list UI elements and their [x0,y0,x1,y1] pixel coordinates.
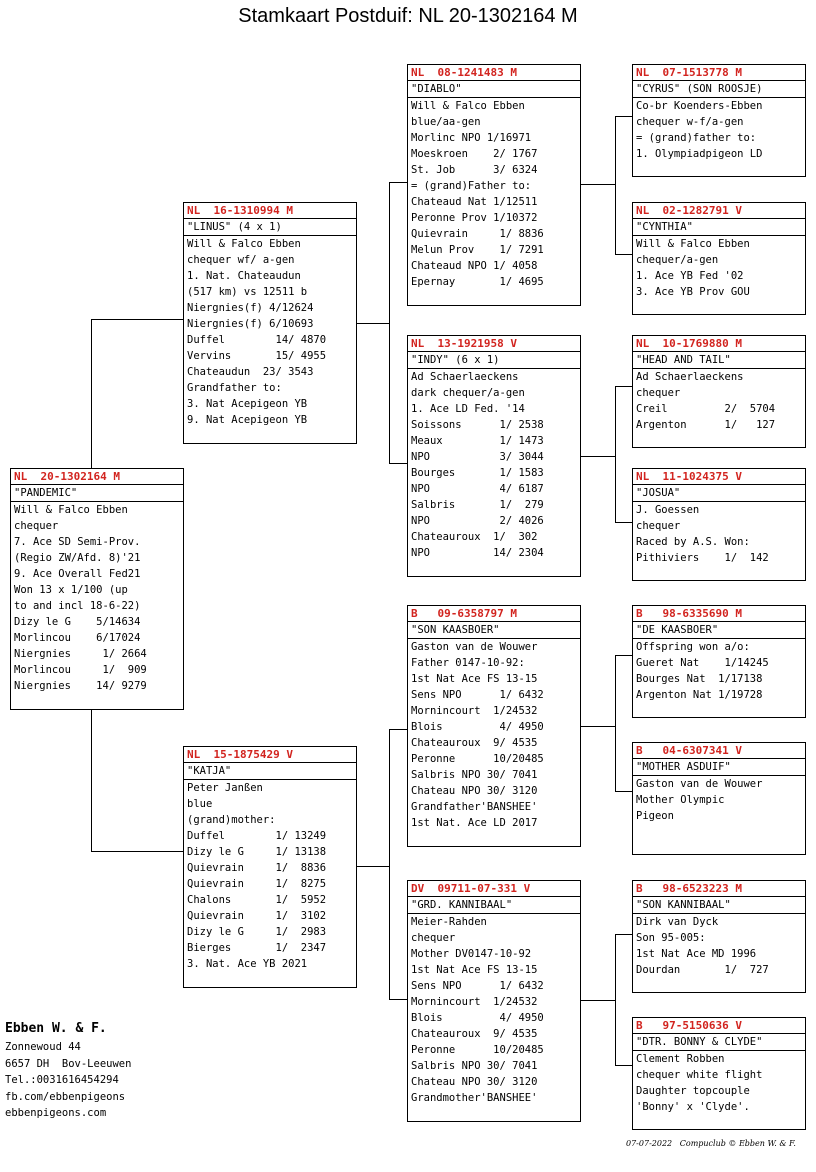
page-title: Stamkaart Postduif: NL 20-1302164 M [238,5,578,27]
pedigree-line: Niergnies(f) 4/12624 [187,302,314,314]
pedigree-line: Won 13 x 1/100 (up [14,584,128,596]
pedigree-line: Chateauroux 9/ 4535 [411,737,538,749]
pedigree-line: Peronne Prov 1/10372 [411,212,538,224]
connector-line [615,655,632,656]
pedigree-line: Morlinc NPO 1/16971 [411,132,532,144]
pedigree-line: chequer [636,520,681,532]
pedigree-line: Bierges 1/ 2347 [187,942,327,954]
pedigree-line: Raced by A.S. Won: [636,536,750,548]
ring-number: NL 15-1875429 V [184,747,356,763]
pedigree-line: Daughter topcouple [636,1085,750,1097]
pedigree-line: blue [187,798,213,810]
pedigree-line: Mother DV0147-10-92 [411,948,532,960]
pedigree-line: 3. Nat Acepigeon YB [187,398,308,410]
pedigree-line: NPO 4/ 6187 [411,483,544,495]
connector-line [615,116,616,255]
pedigree-line: Quievrain 1/ 8836 [411,228,544,240]
pedigree-line: NPO 2/ 4026 [411,515,544,527]
pedigree-line: Niergnies 14/ 9279 [14,680,147,692]
pigeon-name: "CYNTHIA" [633,219,805,236]
pedigree-line: = (grand)Father to: [411,180,532,192]
pedigree-line: Gaston van de Wouwer [411,641,538,653]
pedigree-line: Ad Schaerlaeckens [636,371,744,383]
pedigree-line: Argenton Nat 1/19728 [636,689,763,701]
connector-line [580,726,616,727]
pigeon-card-mff[interactable] [632,605,806,718]
pedigree-line: Chateauroux 1/ 302 [411,531,538,543]
pedigree-line: Ad Schaerlaeckens [411,371,519,383]
connector-line [389,999,407,1000]
owner-address-line: 6657 DH Bov-Leeuwen [5,1057,132,1070]
pigeon-name: "SON KANNIBAAL" [633,897,805,914]
connector-line [389,182,390,464]
pedigree-line: Blois 4/ 4950 [411,1012,544,1024]
pigeon-name: "INDY" (6 x 1) [408,352,580,369]
connector-line [615,522,632,523]
pedigree-line: Quievrain 1/ 8836 [187,862,327,874]
pedigree-line: St. Job 3/ 6324 [411,164,538,176]
pedigree-line: (517 km) vs 12511 b [187,286,308,298]
pigeon-card-mmm[interactable] [632,1017,806,1130]
ring-number: NL 08-1241483 M [408,65,580,81]
pedigree-line: Co-br Koenders-Ebben [636,100,763,112]
ring-number: NL 20-1302164 M [11,469,183,485]
pedigree-line: Father 0147-10-92: [411,657,525,669]
connector-line [91,319,92,469]
ring-number: NL 02-1282791 V [633,203,805,219]
pedigree-line: Bourges Nat 1/17138 [636,673,763,685]
pigeon-name: "CYRUS" (SON ROOSJE) [633,81,805,98]
pedigree-line: 1st Nat Ace MD 1996 [636,948,757,960]
pedigree-line: Salbris 1/ 279 [411,499,544,511]
ring-number: NL 13-1921958 V [408,336,580,352]
pigeon-name: "PANDEMIC" [11,485,183,502]
pedigree-line: Chateau NPO 30/ 3120 [411,1076,538,1088]
connector-line [615,254,632,255]
pedigree-line: Gueret Nat 1/14245 [636,657,769,669]
pigeon-name: "HEAD AND TAIL" [633,352,805,369]
connector-line [389,463,407,464]
pedigree-line: Grandfather to: [187,382,282,394]
pedigree-line: Clement Robben [636,1053,725,1065]
connector-line [615,791,632,792]
pedigree-line: 1st Nat Ace FS 13-15 [411,964,538,976]
pedigree-line: Dourdan 1/ 727 [636,964,769,976]
connector-line [91,319,183,320]
connector-line [357,866,389,867]
pedigree-line: Peronne 10/20485 [411,753,544,765]
pigeon-name: "LINUS" (4 x 1) [184,219,356,236]
pedigree-line: Moeskroen 2/ 1767 [411,148,538,160]
connector-line [615,386,616,523]
pedigree-line: Will & Falco Ebben [14,504,128,516]
connector-line [91,710,92,851]
connector-line [580,456,616,457]
pedigree-line: 1st Nat. Ace LD 2017 [411,817,538,829]
ring-number: DV 09711-07-331 V [408,881,580,897]
pedigree-line: Dizy le G 1/ 2983 [187,926,327,938]
pedigree-line: 9. Ace Overall Fed21 [14,568,141,580]
pedigree-line: Morlincou 6/17024 [14,632,141,644]
pedigree-line: 1. Olympiadpigeon LD [636,148,763,160]
pigeon-card-fmm[interactable] [632,468,806,581]
pigeon-card-mother-father[interactable] [407,605,581,847]
pedigree-line: (grand)mother: [187,814,276,826]
pedigree-line: Pithiviers 1/ 142 [636,552,769,564]
pedigree-line: Chateaud NPO 1/ 4058 [411,260,538,272]
pedigree-line: chequer [411,932,456,944]
pedigree-line: Chateau NPO 30/ 3120 [411,785,538,797]
pedigree-line: Offspring won a/o: [636,641,750,653]
pedigree-line: (Regio ZW/Afd. 8)'21 [14,552,141,564]
ring-number: B 98-6335690 M [633,606,805,622]
pedigree-line: dark chequer/a-gen [411,387,525,399]
pedigree-line: Meier-Rahden [411,916,487,928]
connector-line [615,655,616,792]
ring-number: NL 07-1513778 M [633,65,805,81]
pigeon-name: "SON KAASBOER" [408,622,580,639]
connector-line [580,1000,616,1001]
owner-website-link[interactable]: ebbenpigeons.com [5,1107,107,1119]
pedigree-line: chequer [14,520,59,532]
connector-line [615,386,632,387]
pedigree-line: Quievrain 1/ 3102 [187,910,327,922]
owner-phone: Tel.:0031616454294 [5,1074,119,1086]
connector-line [615,1065,632,1066]
pedigree-line: = (grand)father to: [636,132,757,144]
connector-line [615,116,632,117]
footer-credit: 07-07-2022 Compuclub © Ebben W. & F. [626,1139,796,1148]
pedigree-line: chequer white flight [636,1069,763,1081]
pedigree-line: Duffel 1/ 13249 [187,830,327,842]
pigeon-card-mmf[interactable] [632,880,806,993]
ring-number: NL 10-1769880 M [633,336,805,352]
pedigree-line: Grandfather'BANSHEE' [411,801,538,813]
pedigree-line: J. Goessen [636,504,700,516]
pedigree-line: Chateaud Nat 1/12511 [411,196,538,208]
pedigree-line: Niergnies 1/ 2664 [14,648,147,660]
owner-address-line: Zonnewoud 44 [5,1041,81,1053]
pedigree-line: Chalons 1/ 5952 [187,894,327,906]
owner-facebook-link[interactable]: fb.com/ebbenpigeons [5,1090,126,1103]
pedigree-line: Dirk van Dyck [636,916,719,928]
pedigree-line: Dizy le G 5/14634 [14,616,141,628]
pigeon-name: "DTR. BONNY & CLYDE" [633,1034,805,1051]
pigeon-card-father[interactable] [183,202,357,444]
pedigree-line: Blois 4/ 4950 [411,721,544,733]
ring-number: B 98-6523223 M [633,881,805,897]
pigeon-card-ffm[interactable] [632,202,806,315]
connector-line [615,934,616,1066]
pedigree-line: Salbris NPO 30/ 7041 [411,769,538,781]
pigeon-card-fmf[interactable] [632,335,806,448]
pigeon-card-mother-mother[interactable] [407,880,581,1122]
pedigree-line: Sens NPO 1/ 6432 [411,689,544,701]
pedigree-line: 3. Ace YB Prov GOU [636,286,750,298]
pigeon-card-fff[interactable] [632,64,806,177]
pedigree-line: 1. Ace YB Fed '02 [636,270,744,282]
pedigree-line: Meaux 1/ 1473 [411,435,544,447]
ring-number: B 04-6307341 V [633,743,805,759]
pedigree-line: to and incl 18-6-22) [14,600,141,612]
connector-line [615,934,632,935]
pigeon-card-subject[interactable] [10,468,184,710]
pedigree-line: Chateaudun 23/ 3543 [187,366,314,378]
pedigree-line: Peronne 10/20485 [411,1044,544,1056]
ring-number: B 97-5150636 V [633,1018,805,1034]
pigeon-card-father-mother[interactable] [407,335,581,577]
pigeon-name: "JOSUA" [633,485,805,502]
pedigree-line: Son 95-005: [636,932,706,944]
pedigree-line: Chateauroux 9/ 4535 [411,1028,538,1040]
pigeon-card-mfm[interactable] [632,742,806,855]
pedigree-line: NPO 14/ 2304 [411,547,544,559]
pigeon-name: "DIABLO" [408,81,580,98]
pedigree-line: NPO 3/ 3044 [411,451,544,463]
pedigree-line: Will & Falco Ebben [187,238,301,250]
connector-line [389,729,407,730]
connector-line [580,184,616,185]
pigeon-card-father-father[interactable] [407,64,581,306]
pedigree-line: chequer/a-gen [636,254,719,266]
pedigree-line: Creil 2/ 5704 [636,403,776,415]
pedigree-line: Gaston van de Wouwer [636,778,763,790]
pigeon-name: "GRD. KANNIBAAL" [408,897,580,914]
pedigree-line: Bourges 1/ 1583 [411,467,544,479]
pedigree-line: Sens NPO 1/ 6432 [411,980,544,992]
pedigree-line: Salbris NPO 30/ 7041 [411,1060,538,1072]
pedigree-line: 1. Nat. Chateaudun [187,270,301,282]
pedigree-line: Dizy le G 1/ 13138 [187,846,327,858]
pedigree-line: Mornincourt 1/24532 [411,705,538,717]
pigeon-name: "KATJA" [184,763,356,780]
pedigree-line: chequer wf/ a-gen [187,254,295,266]
pedigree-line: Soissons 1/ 2538 [411,419,544,431]
pedigree-line: Epernay 1/ 4695 [411,276,544,288]
connector-line [91,851,183,852]
pedigree-line: Grandmother'BANSHEE' [411,1092,538,1104]
pedigree-line: Argenton 1/ 127 [636,419,776,431]
pedigree-line: 1st Nat Ace FS 13-15 [411,673,538,685]
pedigree-line: chequer w-f/a-gen [636,116,744,128]
pedigree-line: Morlincou 1/ 909 [14,664,147,676]
ring-number: B 09-6358797 M [408,606,580,622]
connector-line [389,729,390,1000]
owner-block [5,1019,131,1122]
pedigree-line: Vervins 15/ 4955 [187,350,327,362]
pedigree-line: Will & Falco Ebben [636,238,750,250]
pedigree-line: 7. Ace SD Semi-Prov. [14,536,141,548]
pedigree-line: Niergnies(f) 6/10693 [187,318,314,330]
pedigree-line: chequer [636,387,681,399]
pedigree-line: Duffel 14/ 4870 [187,334,327,346]
pedigree-line: Quievrain 1/ 8275 [187,878,327,890]
owner-address [5,1039,131,1122]
connector-line [357,323,389,324]
ring-number: NL 11-1024375 V [633,469,805,485]
pedigree-line: blue/aa-gen [411,116,481,128]
pedigree-line: Mother Olympic [636,794,725,806]
pigeon-name: "DE KAASBOER" [633,622,805,639]
ring-number: NL 16-1310994 M [184,203,356,219]
owner-name: Ebben W. & F. [5,1021,107,1036]
pigeon-name: "MOTHER ASDUIF" [633,759,805,776]
pedigree-line: 1. Ace LD Fed. '14 [411,403,525,415]
pedigree-line: Melun Prov 1/ 7291 [411,244,544,256]
connector-line [389,182,407,183]
pedigree-line: 'Bonny' x 'Clyde'. [636,1101,750,1113]
pedigree-line: Peter Janßen [187,782,263,794]
pedigree-line: 9. Nat Acepigeon YB [187,414,308,426]
pigeon-card-mother[interactable] [183,746,357,988]
pedigree-line: Mornincourt 1/24532 [411,996,538,1008]
pedigree-line: 3. Nat. Ace YB 2021 [187,958,308,970]
pedigree-line: Pigeon [636,810,674,822]
pedigree-line: Will & Falco Ebben [411,100,525,112]
